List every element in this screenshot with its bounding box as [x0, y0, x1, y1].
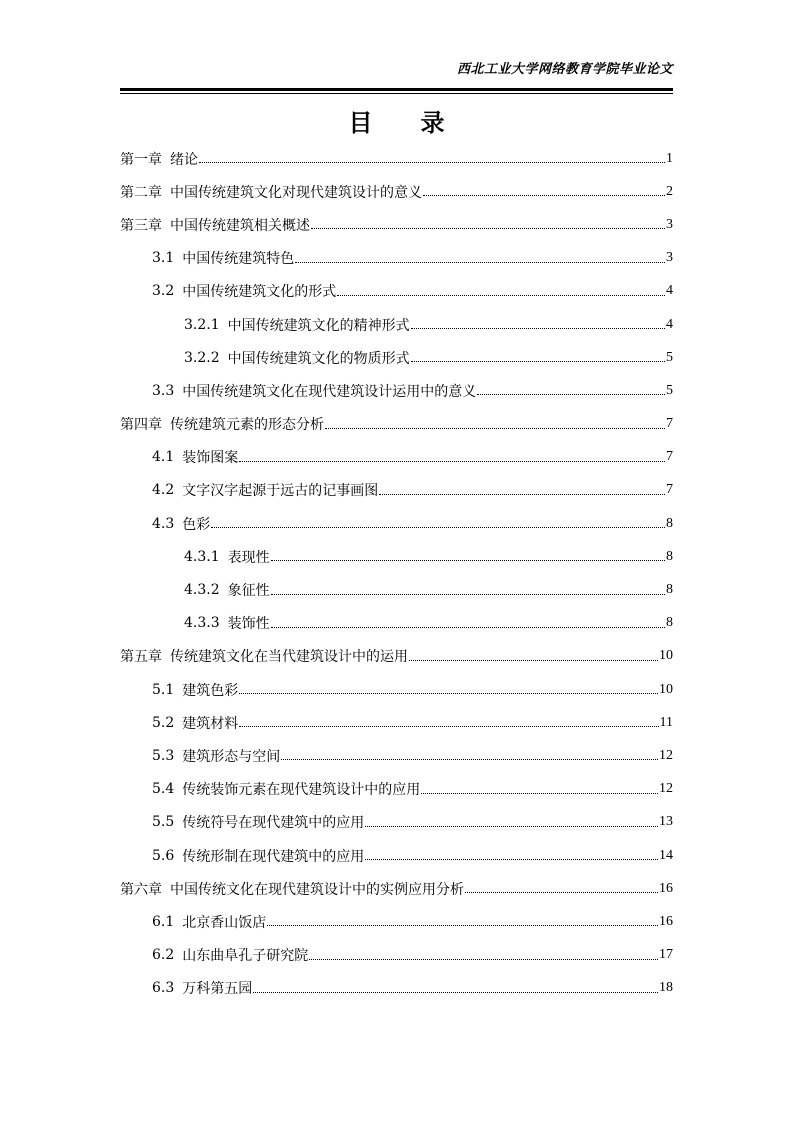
toc-entry-title: 万科第五园 [182, 981, 253, 998]
toc-entry[interactable] [120, 872, 673, 905]
toc-dot-leader [421, 793, 658, 794]
toc-dot-leader [379, 494, 665, 495]
toc-entry[interactable] [120, 242, 673, 275]
toc-page-number: 2 [666, 183, 673, 199]
toc-page-number: 12 [659, 781, 673, 797]
toc-entry-title: 北京香山饭店 [182, 914, 267, 931]
toc-entry-number: 5.4 [152, 781, 175, 798]
toc-entry-title: 中国传统建筑文化对现代建筑设计的意义 [170, 184, 422, 201]
toc-entry[interactable] [120, 905, 673, 938]
toc-entry-number: 5.2 [152, 714, 175, 731]
toc-page-number: 3 [666, 216, 673, 232]
toc-entry-number: 4.3 [152, 515, 175, 532]
toc-entry-number: 3.2.1 [184, 316, 220, 333]
toc-entry[interactable] [120, 540, 673, 573]
toc-dot-leader [253, 992, 658, 993]
toc-entry-title: 传统形制在现代建筑中的应用 [182, 848, 365, 865]
toc-entry-title: 中国传统建筑文化的精神形式 [227, 317, 410, 334]
toc-entry-title: 中国传统文化在现代建筑设计中的实例应用分析 [170, 881, 464, 898]
toc-page-number: 5 [666, 382, 673, 398]
toc-entry-number: 第四章 [120, 417, 162, 434]
toc-entry-title: 文字汉字起源于远古的记事画图 [182, 483, 379, 500]
toc-entry-number: 4.2 [152, 482, 175, 499]
toc-entry-title: 色彩 [182, 516, 211, 533]
toc-entry-title: 装饰图案 [182, 450, 239, 467]
toc-entry-number: 5.5 [152, 814, 175, 831]
toc-page-number: 17 [659, 947, 673, 963]
toc-page-number: 1 [666, 150, 673, 166]
toc-entry-title: 建筑形态与空间 [182, 748, 281, 765]
toc-entry[interactable] [120, 208, 673, 241]
toc-dot-leader [239, 693, 658, 694]
toc-entry-title: 传统建筑文化在当代建筑设计中的运用 [170, 649, 408, 666]
toc-dot-leader [281, 759, 658, 760]
toc-entry-title: 中国传统建筑文化的形式 [182, 284, 337, 301]
toc-dot-leader [267, 925, 658, 926]
toc-entry-title: 绪论 [170, 151, 198, 168]
toc-entry[interactable] [120, 474, 673, 507]
toc-entry[interactable] [120, 507, 673, 540]
toc-entry[interactable] [120, 607, 673, 640]
toc-page-number: 4 [666, 316, 673, 332]
toc-dot-leader [411, 328, 665, 329]
table-of-contents [120, 142, 673, 1005]
page-header [120, 52, 673, 92]
toc-entry-number: 3.1 [152, 250, 175, 267]
toc-entry[interactable] [120, 441, 673, 474]
toc-title-part1: 目 [348, 109, 373, 137]
toc-entry[interactable] [120, 374, 673, 407]
toc-page-number: 16 [659, 880, 673, 896]
toc-page-number: 3 [666, 250, 673, 266]
toc-entry[interactable] [120, 640, 673, 673]
toc-entry-number: 第一章 [120, 151, 162, 168]
toc-entry-number: 第六章 [120, 881, 162, 898]
toc-dot-leader [409, 660, 658, 661]
toc-entry-title: 建筑色彩 [182, 682, 239, 699]
toc-entry-number: 5.6 [152, 847, 175, 864]
toc-entry-number: 3.2.2 [184, 349, 220, 366]
toc-entry[interactable] [120, 939, 673, 972]
toc-page-number: 7 [666, 482, 673, 498]
toc-entry-number: 6.2 [152, 947, 175, 964]
toc-entry-number: 3.2 [152, 283, 175, 300]
toc-entry-number: 6.3 [152, 980, 175, 997]
toc-page-number: 10 [659, 681, 673, 697]
toc-dot-leader [239, 726, 658, 727]
toc-entry[interactable] [120, 408, 673, 441]
toc-entry[interactable] [120, 706, 673, 739]
toc-dot-leader [365, 859, 658, 860]
toc-entry[interactable] [120, 972, 673, 1005]
header-title: 西北工业大学网络教育学院毕业论文 [456, 62, 673, 77]
toc-entry-title: 建筑材料 [182, 715, 239, 732]
toc-entry-title: 传统符号在现代建筑中的应用 [182, 815, 365, 832]
toc-entry-number: 第五章 [120, 649, 162, 666]
toc-dot-leader [295, 262, 665, 263]
toc-entry[interactable] [120, 308, 673, 341]
toc-entry[interactable] [120, 573, 673, 606]
toc-page-number: 16 [659, 913, 673, 929]
toc-title-part2: 录 [420, 109, 445, 137]
toc-page-number: 8 [666, 615, 673, 631]
toc-dot-leader [337, 295, 665, 296]
toc-entry[interactable] [120, 806, 673, 839]
toc-entry-number: 4.3.3 [184, 615, 220, 632]
toc-page-number: 13 [659, 814, 673, 830]
toc-dot-leader [477, 394, 665, 395]
toc-entry[interactable] [120, 175, 673, 208]
toc-page-number: 8 [666, 515, 673, 531]
toc-entry[interactable] [120, 142, 673, 175]
toc-page-number: 7 [666, 416, 673, 432]
toc-dot-leader [239, 461, 665, 462]
toc-entry-title: 装饰性 [227, 616, 270, 633]
toc-entry-title: 中国传统建筑文化在现代建筑设计运用中的意义 [182, 383, 477, 400]
toc-entry-title: 表现性 [227, 549, 270, 566]
toc-entry-number: 第二章 [120, 184, 162, 201]
toc-page-number: 8 [666, 582, 673, 598]
toc-page-number: 7 [666, 449, 673, 465]
toc-entry-number: 4.3.1 [184, 548, 220, 565]
toc-entry-title: 传统装饰元素在现代建筑设计中的应用 [182, 782, 421, 799]
toc-entry-number: 6.1 [152, 913, 175, 930]
toc-dot-leader [211, 527, 665, 528]
toc-dot-leader [365, 826, 658, 827]
toc-dot-leader [309, 959, 658, 960]
toc-dot-leader [271, 594, 665, 595]
header-rule-thin [120, 93, 673, 94]
toc-entry[interactable] [120, 839, 673, 872]
toc-entry-title: 中国传统建筑特色 [182, 251, 295, 268]
toc-page-number: 10 [659, 648, 673, 664]
toc-dot-leader [271, 627, 665, 628]
toc-title [0, 103, 793, 138]
toc-page-number: 18 [659, 980, 673, 996]
toc-page-number: 11 [659, 714, 673, 730]
header-rule-thick [120, 88, 673, 91]
toc-entry-number: 第三章 [120, 217, 162, 234]
toc-dot-leader [411, 361, 665, 362]
toc-dot-leader [423, 195, 665, 196]
toc-entry-number: 5.1 [152, 681, 175, 698]
toc-page-number: 12 [659, 747, 673, 763]
toc-dot-leader [465, 892, 658, 893]
toc-entry-number: 5.3 [152, 747, 175, 764]
toc-dot-leader [311, 228, 665, 229]
toc-page-number: 4 [666, 283, 673, 299]
toc-entry-title: 山东曲阜孔子研究院 [182, 948, 309, 965]
toc-dot-leader [199, 162, 665, 163]
toc-entry-title: 中国传统建筑相关概述 [170, 217, 310, 234]
toc-entry-number: 3.3 [152, 382, 175, 399]
toc-entry[interactable] [120, 773, 673, 806]
toc-page-number: 8 [666, 548, 673, 564]
toc-entry-title: 传统建筑元素的形态分析 [170, 417, 324, 434]
toc-page-number: 14 [659, 847, 673, 863]
toc-entry-number: 4.3.2 [184, 582, 220, 599]
toc-entry-title: 中国传统建筑文化的物质形式 [227, 350, 410, 367]
toc-entry[interactable] [120, 275, 673, 308]
toc-entry[interactable] [120, 673, 673, 706]
toc-entry[interactable] [120, 739, 673, 772]
toc-page-number: 5 [666, 349, 673, 365]
toc-dot-leader [325, 428, 665, 429]
toc-entry-number: 4.1 [152, 449, 175, 466]
toc-entry[interactable] [120, 341, 673, 374]
toc-entry-title: 象征性 [227, 583, 270, 600]
toc-dot-leader [271, 560, 665, 561]
